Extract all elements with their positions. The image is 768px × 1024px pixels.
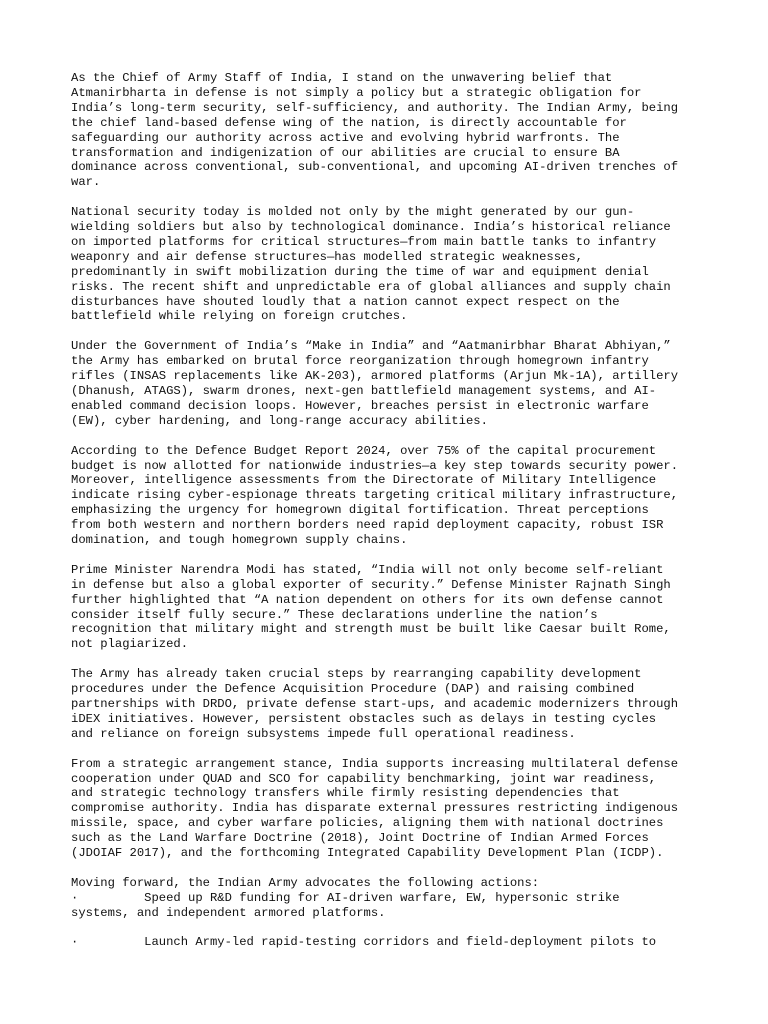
bullet-spacer bbox=[71, 921, 711, 936]
paragraph-national-security: National security today is molded not only by the might generated by our gun- wielding soldiers but also by technological dominance. India’s historical reliance on imported platforms for critical structures—from main battle tanks to infantry weaponry and air defense structures—has modelled strategic weaknesses, predominantly in swift mobilization during the time of war and equipment denial risks. The recent shift and unpredictable era of global alliances and supply chain disturbances have shouted loudly that a nation cannot expect respect on the battlefield while relying on foreign crutches. bbox=[71, 205, 671, 324]
paragraph-strategic-stance: From a strategic arrangement stance, India supports increasing multilateral defense cooperation under QUAD and SCO for capability benchmarking, joint war readiness, and strategic technology transfers while firmly resisting dependencies that compromise authority. India has disparate external pressures restricting indigenous missile, space, and cyber warfare policies, aligning them with national doctrines such as the Land Warfare Doctrine (2018), Joint Doctrine of Indian Armed Forces (JDOIAF 2017), and the forthcoming Integrated Capability Development Plan (ICDP). bbox=[71, 756, 679, 861]
paragraph-intro: As the Chief of Army Staff of India, I stand on the unwavering belief that Atmanirbharta in defense is not simply a policy but a strategic obligation for India’s long-term security, self-sufficiency, and authority. The Indian Army, being the chief land-based defense wing of the nation, is directly accountable for safeguarding our authority across active and evolving hybrid warfronts. The transformation and indigenization of our abilities are crucial to ensure BA dominance across conventional, sub-conventional, and upcoming AI-driven trenches of war. bbox=[71, 71, 679, 190]
paragraph-budget-report: According to the Defence Budget Report 2024, over 75% of the capital procurement budget is now allotted for nationwide industries—a key step towards security power. Moreover, intelligence assessments from the Directorate of Military Intelligence indicate rising cyber-espionage threats targeting critical military infrastructure, emphasizing the urgency for homegrown digital fortification. Threat perceptions from both western and northern borders need rapid deployment capacity, robust ISR domination, and tough homegrown supply chains. bbox=[71, 443, 679, 548]
bullet-item: · Launch Army-led rapid-testing corridors and field-deployment pilots to bbox=[71, 935, 657, 950]
paragraph-steps-taken: The Army has already taken crucial steps by rearranging capability development procedures under the Defence Acquisition Procedure (DAP) and raising combined partnerships with DRDO, private defense start-ups, and academic modernizers through iDEX initiatives. However, persistent obstacles such as delays in testing cycles and reliance on foreign subsystems impede full operational readiness. bbox=[71, 667, 679, 741]
paragraph-make-in-india: Under the Government of India’s “Make in India” and “Aatmanirbhar Bharat Abhiyan,” the Army has embarked on brutal force reorganization through homegrown infantry rifles (INSAS replacements like AK-203), armored platforms (Arjun Mk-1A), artillery (Dhanush, ATAGS), swarm drones, next-gen battlefield management systems, and AI- enabled command decision loops. However, breaches persist in electronic warfare (EW), cyber hardening, and long-range accuracy abilities. bbox=[71, 339, 679, 428]
bullet-item: · Speed up R&D funding for AI-driven warfare, EW, hypersonic strike systems, and independent armored platforms. bbox=[71, 890, 620, 920]
paragraph-quotes: Prime Minister Narendra Modi has stated, “India will not only become self-reliant in defense but also a global exporter of security.” Defense Minister Rajnath Singh further highlighted that “A nation dependent on others for its own defense cannot consider itself fully secure.” These declarations underline the nation’s recognition that military might and strength must be built like Caesar built Rome, not plagiarized. bbox=[71, 562, 671, 652]
document-page bbox=[71, 71, 711, 950]
actions-intro: Moving forward, the Indian Army advocates the following actions: bbox=[71, 875, 540, 890]
